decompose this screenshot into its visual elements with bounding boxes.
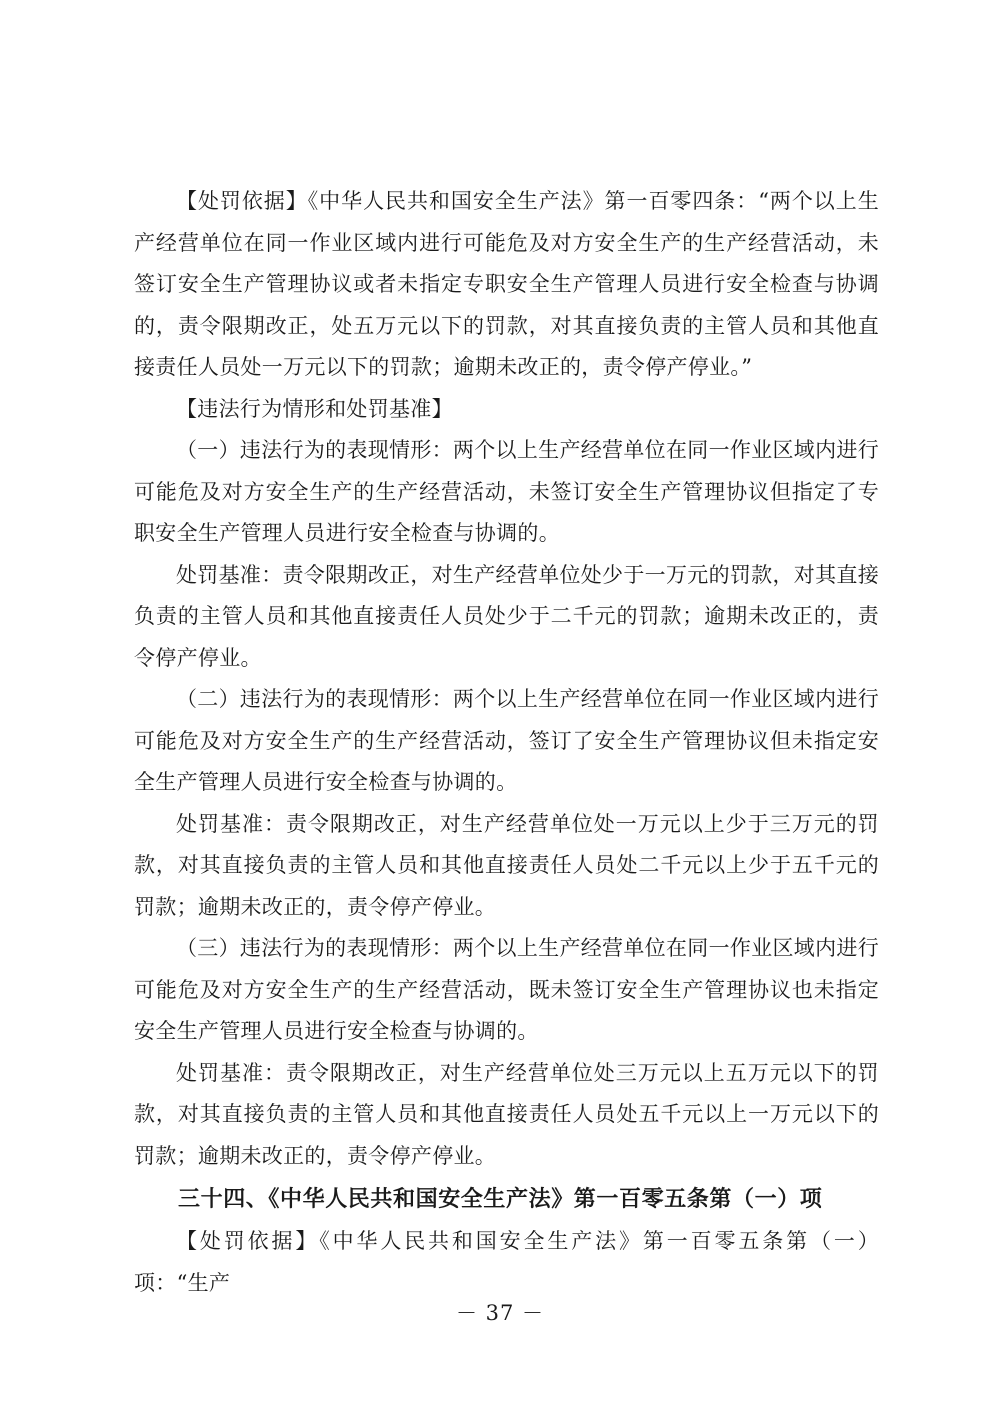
document-body	[134, 181, 879, 1304]
penalty-basis-paragraph: 【处罚依据】《中华人民共和国安全生产法》第一百零四条：“两个以上生产经营单位在同一作业区域内进行可能危及对方安全生产的生产经营活动，未签订安全生产管理协议或者未指定专职安全生产管理人员进行安全检查与协调的，责令限期改正，处五万元以下的罚款，对其直接负责的主管人员和其他直接责任人员处一万元以下的罚款；逾期未改正的，责令停产停业。”	[134, 189, 879, 379]
violation-case-1: （一）违法行为的表现情形：两个以上生产经营单位在同一作业区域内进行可能危及对方安全生产的生产经营活动，未签订安全生产管理协议但指定了专职安全生产管理人员进行安全检查与协调的。	[134, 438, 879, 545]
violation-case-2: （二）违法行为的表现情形：两个以上生产经营单位在同一作业区域内进行可能危及对方安全生产的生产经营活动，签订了安全生产管理协议但未指定安全生产管理人员进行安全检查与协调的。	[134, 687, 879, 794]
penalty-standard-3: 处罚基准：责令限期改正，对生产经营单位处三万元以上五万元以下的罚款，对其直接负责的主管人员和其他直接责任人员处五千元以上一万元以下的罚款；逾期未改正的，责令停产停业。	[134, 1060, 879, 1168]
penalty-standard-1: 处罚基准：责令限期改正，对生产经营单位处少于一万元的罚款，对其直接负责的主管人员和其他直接责任人员处少于二千元的罚款；逾期未改正的，责令停产停业。	[134, 562, 879, 670]
next-penalty-basis-paragraph: 【处罚依据】《中华人民共和国安全生产法》第一百零五条第（一）项：“生产	[134, 1229, 879, 1295]
section-heading: 三十四、《中华人民共和国安全生产法》第一百零五条第（一）项	[178, 1186, 823, 1212]
violation-case-3: （三）违法行为的表现情形：两个以上生产经营单位在同一作业区域内进行可能危及对方安全生产的生产经营活动，既未签订安全生产管理协议也未指定安全生产管理人员进行安全检查与协调的。	[134, 936, 879, 1043]
page-number: － 37 －	[455, 1301, 545, 1325]
violation-standard-heading: 【违法行为情形和处罚基准】	[176, 396, 453, 421]
penalty-standard-2: 处罚基准：责令限期改正，对生产经营单位处一万元以上少于三万元的罚款，对其直接负责的主管人员和其他直接责任人员处二千元以上少于五千元的罚款；逾期未改正的，责令停产停业。	[134, 811, 879, 919]
